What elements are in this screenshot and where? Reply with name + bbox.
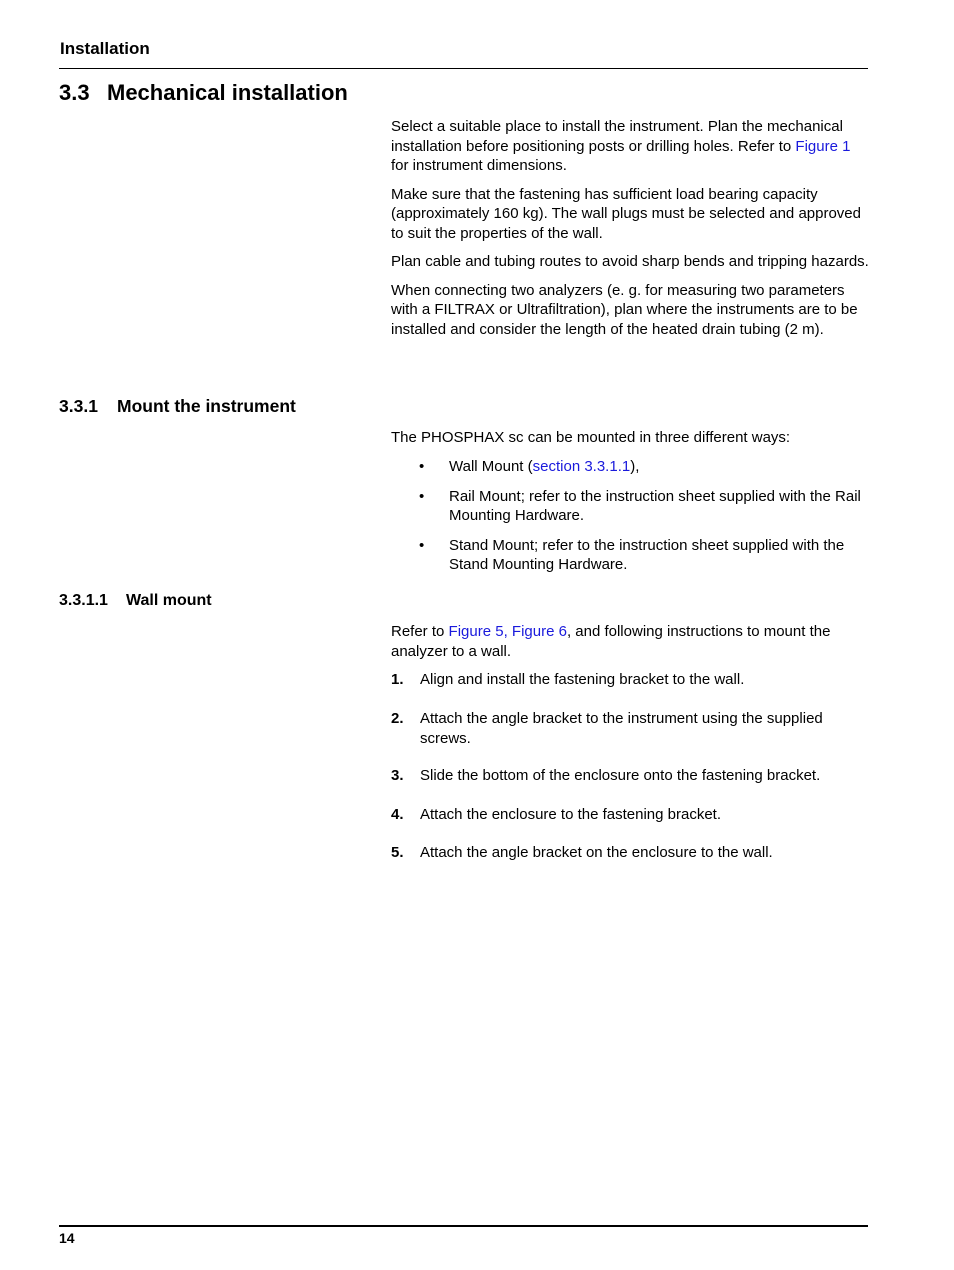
- subsection-intro: The PHOSPHAX sc can be mounted in three different ways:: [391, 429, 791, 446]
- section-heading: [59, 80, 348, 106]
- list-item: • Rail Mount; refer to the instruction sheet supplied with the Rail Mounting Hardware.: [419, 487, 861, 524]
- step-number: 4.: [391, 806, 404, 823]
- page-number: 14: [59, 1230, 75, 1246]
- subsubsection-title: Wall mount: [126, 592, 212, 609]
- paragraph: Make sure that the fastening has sufficient load bearing capacity (approximately 160 kg). The wall plugs must be selected and approved to suit the properties of the wall.: [391, 185, 861, 242]
- footer-rule: [59, 1225, 868, 1227]
- step-text: Attach the angle bracket on the enclosure to the wall.: [420, 844, 773, 861]
- step-number: 5.: [391, 844, 404, 861]
- step-number: 3.: [391, 767, 404, 784]
- running-header: Installation: [60, 39, 150, 58]
- figure-1-link[interactable]: Figure 1: [795, 137, 851, 155]
- list-item: • Wall Mount (section 3.3.1.1),: [419, 458, 640, 475]
- section-title: Mechanical installation: [107, 80, 348, 105]
- subsubsection-heading: [59, 592, 212, 610]
- bullet-icon: •: [419, 487, 425, 505]
- figure-5-link[interactable]: Figure 5: [448, 623, 504, 640]
- paragraph: Select a suitable place to install the instrument. Plan the mechanical installation before positioning posts or drilling holes. Refer to Figure 1 for instrument dimensions.: [391, 118, 851, 174]
- section-3-3-1-1-link[interactable]: section 3.3.1.1: [532, 458, 631, 475]
- paragraph: When connecting two analyzers (e. g. for measuring two parameters with a FILTRAX or Ultrafiltration), plan where the instruments are to be installed and consider the length of the heated drain tubing (2 m).: [391, 281, 858, 338]
- subsection-title: Mount the instrument: [117, 396, 296, 416]
- list-item: • Stand Mount; refer to the instruction sheet supplied with the Stand Mounting Hardware.: [419, 536, 845, 573]
- wall-mount-intro: Refer to Figure 5, Figure 6, and following instructions to mount the analyzer to a wall.: [391, 623, 831, 660]
- step-text: Slide the bottom of the enclosure onto the fastening bracket.: [420, 767, 821, 784]
- section-number: 3.3: [59, 80, 90, 105]
- step-number: 2.: [391, 710, 404, 727]
- step-text: Align and install the fastening bracket to the wall.: [420, 671, 745, 688]
- step-text: Attach the angle bracket to the instrument using the supplied screws.: [420, 710, 823, 747]
- figure-6-link[interactable]: Figure 6: [511, 623, 567, 640]
- bullet-icon: •: [419, 458, 425, 475]
- mount-options-list: [391, 457, 869, 575]
- section-body: [391, 117, 869, 339]
- header-rule: [59, 68, 868, 69]
- subsection-heading: [59, 396, 296, 417]
- step-number: 1.: [391, 671, 404, 688]
- bullet-icon: •: [419, 536, 425, 554]
- step-text: Attach the enclosure to the fastening bracket.: [420, 806, 722, 823]
- subsubsection-number: 3.3.1.1: [59, 592, 108, 609]
- subsection-number: 3.3.1: [59, 396, 98, 416]
- paragraph: Plan cable and tubing routes to avoid sharp bends and tripping hazards.: [391, 253, 869, 270]
